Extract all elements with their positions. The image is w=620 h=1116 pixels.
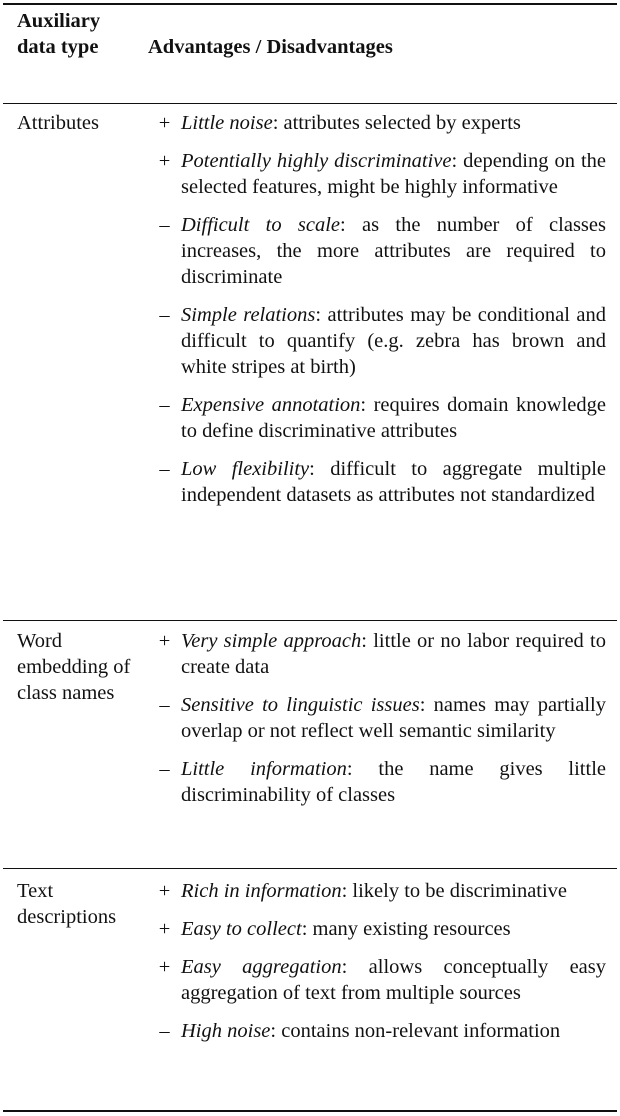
list-item xyxy=(148,692,606,744)
advantage-sign: + xyxy=(158,150,171,172)
item-text xyxy=(181,1018,606,1044)
list-item xyxy=(148,456,606,508)
item-text xyxy=(181,628,606,680)
category-label: Attributes xyxy=(17,112,99,134)
list-item xyxy=(148,916,606,942)
category-label: Word embedding of class names xyxy=(17,630,131,704)
disadvantage-sign: – xyxy=(159,214,170,236)
disadvantage-sign: – xyxy=(159,758,170,780)
item-description: : likely to be discriminative xyxy=(341,880,568,902)
disadvantage-sign: – xyxy=(159,458,170,480)
item-title: High noise xyxy=(181,1020,271,1042)
item-list xyxy=(148,878,606,1056)
list-item xyxy=(148,628,606,680)
disadvantage-sign: – xyxy=(159,394,170,416)
item-description: : as the number of classes increases, the more attributes are required to discriminate xyxy=(181,214,606,288)
top-rule xyxy=(3,3,617,5)
item-description: : attributes may be conditional and difficult to quantify (e.g. zebra has brown and white stripes at birth) xyxy=(181,304,607,378)
list-item xyxy=(148,954,606,1006)
advantage-sign: + xyxy=(158,956,171,978)
header-advantages-disadvantages: Advantages / Disadvantages xyxy=(148,36,393,58)
item-description: : names may partially overlap or not reflect well semantic similarity xyxy=(181,694,607,742)
list-item xyxy=(148,878,606,904)
advantage-sign: + xyxy=(158,630,171,652)
item-description: : contains non-relevant information xyxy=(270,1020,561,1042)
item-description: : many existing resources xyxy=(301,918,511,940)
item-description: : little or no labor required to create data xyxy=(181,630,607,678)
item-title: Little information xyxy=(181,758,347,780)
item-text xyxy=(181,110,606,136)
item-title: Little noise xyxy=(181,112,273,134)
list-item xyxy=(148,212,606,290)
list-item xyxy=(148,148,606,200)
item-text xyxy=(181,878,606,904)
item-title: Low flexibility xyxy=(181,458,310,480)
item-list xyxy=(148,628,606,820)
item-text xyxy=(181,302,606,380)
item-title: Simple relations xyxy=(181,304,316,326)
advantage-sign: + xyxy=(158,918,171,940)
list-item xyxy=(148,1018,606,1044)
disadvantage-sign: – xyxy=(159,694,170,716)
item-description: : depending on the selected features, might be highly informative xyxy=(181,150,606,198)
item-description: : allows conceptually easy aggregation of text from multiple sources xyxy=(181,956,606,1004)
disadvantage-sign: – xyxy=(159,304,170,326)
item-description: : attributes selected by experts xyxy=(272,112,521,134)
list-item xyxy=(148,392,606,444)
item-title: Potentially highly discriminative xyxy=(181,150,452,172)
item-text xyxy=(181,692,606,744)
item-text xyxy=(181,756,606,808)
item-description: : requires domain knowledge to define discriminative attributes xyxy=(181,394,606,442)
header-rule xyxy=(3,103,617,104)
category-label: Text descriptions xyxy=(17,880,117,928)
bottom-rule xyxy=(3,1110,617,1112)
disadvantage-sign: – xyxy=(159,1020,170,1042)
item-text xyxy=(181,392,606,444)
item-title: Easy to collect xyxy=(181,918,302,940)
advantage-sign: + xyxy=(158,880,171,902)
header-auxiliary-data-type: Auxiliary data type xyxy=(17,10,101,58)
row-separator xyxy=(3,620,617,621)
item-text xyxy=(181,212,606,290)
item-list xyxy=(148,110,606,520)
item-text xyxy=(181,456,606,508)
row-separator xyxy=(3,868,617,869)
item-description: : difficult to aggregate multiple independent datasets as attributes not standardized xyxy=(181,458,606,506)
list-item xyxy=(148,302,606,380)
item-title: Rich in information xyxy=(181,880,342,902)
item-description: : the name gives little discriminability of classes xyxy=(181,758,606,806)
item-title: Very simple approach xyxy=(181,630,362,652)
advantage-sign: + xyxy=(158,112,171,134)
item-title: Sensitive to linguistic issues xyxy=(181,694,420,716)
item-title: Expensive annotation xyxy=(181,394,361,416)
list-item xyxy=(148,110,606,136)
item-text xyxy=(181,148,606,200)
item-text xyxy=(181,916,606,942)
item-title: Easy aggregation xyxy=(181,956,342,978)
item-title: Difficult to scale xyxy=(181,214,341,236)
list-item xyxy=(148,756,606,808)
table-header xyxy=(17,8,610,98)
item-text xyxy=(181,954,606,1006)
